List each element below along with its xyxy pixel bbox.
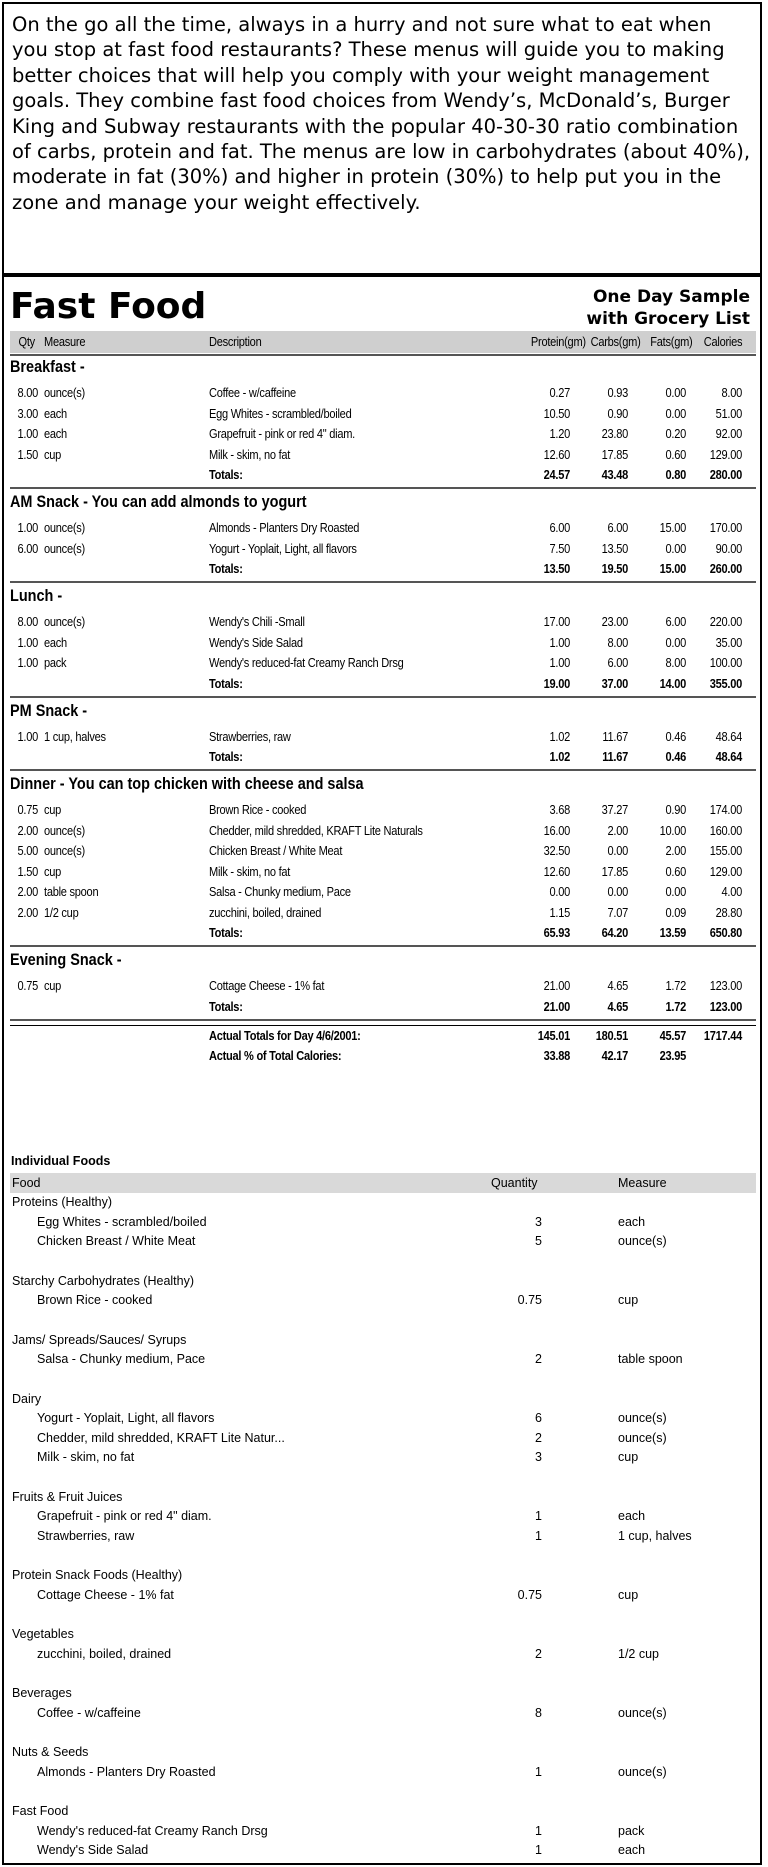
cell-measure: cup [44, 446, 62, 462]
cell-calories: 155.00 [709, 843, 742, 858]
column-header-qty: Qty [18, 334, 35, 349]
totals-calories: 280.00 [709, 467, 742, 482]
food-item-measure: cup [618, 1450, 639, 1464]
cell-protein: 1.15 [549, 904, 570, 920]
cell-measure: pack [44, 655, 67, 670]
totals-label: Totals: [209, 925, 243, 940]
cell-carbs: 0.90 [607, 405, 628, 421]
cell-calories: 51.00 [715, 405, 742, 421]
cell-protein: 17.00 [543, 614, 570, 629]
actual-pct-fats: 23.95 [659, 1047, 686, 1063]
food-item-name: Chicken Breast / White Meat [37, 1234, 196, 1248]
cell-measure: cup [44, 802, 62, 817]
cell-fats: 15.00 [659, 520, 686, 535]
cell-calories: 170.00 [709, 520, 742, 535]
cell-carbs: 2.00 [607, 822, 628, 838]
totals-fats: 15.00 [659, 561, 686, 576]
cell-calories: 129.00 [709, 863, 742, 879]
actual-totals-carbs: 180.51 [595, 1027, 628, 1043]
cell-measure: ounce(s) [44, 843, 85, 858]
cell-fats: 0.46 [665, 728, 686, 744]
cell-protein: 1.00 [549, 655, 570, 670]
cell-qty: 8.00 [17, 614, 38, 629]
food-item-quantity: 1 [535, 1764, 542, 1779]
cell-measure: ounce(s) [44, 614, 85, 629]
section-rule [10, 581, 756, 583]
food-item-name: Egg Whites - scrambled/boiled [37, 1214, 207, 1229]
food-item-quantity: 2 [535, 1430, 542, 1445]
cell-measure: 1/2 cup [44, 904, 79, 920]
cell-protein: 3.68 [549, 802, 570, 817]
cell-calories: 174.00 [709, 802, 742, 817]
food-item-measure: ounce(s) [618, 1234, 667, 1248]
cell-calories: 35.00 [715, 634, 742, 650]
cell-carbs: 4.65 [607, 978, 628, 993]
individual-col-food: Food [12, 1176, 41, 1190]
cell-carbs: 6.00 [607, 655, 628, 670]
food-item-name: zucchini, boiled, drained [37, 1646, 172, 1661]
totals-label: Totals: [209, 467, 243, 482]
subtitle-line-2: with Grocery List [586, 309, 750, 329]
cell-qty: 1.00 [17, 728, 38, 744]
cell-measure: each [44, 405, 67, 421]
food-item-quantity: 0.75 [517, 1587, 542, 1602]
food-item-measure: each [618, 1843, 646, 1857]
cell-qty: 0.75 [17, 802, 38, 817]
cell-protein: 10.50 [543, 405, 570, 421]
cell-protein: 0.27 [549, 385, 570, 400]
cell-carbs: 0.93 [607, 385, 628, 400]
cell-carbs: 23.80 [601, 426, 628, 441]
food-item-quantity: 2 [535, 1352, 542, 1366]
cell-fats: 0.00 [665, 634, 686, 650]
cell-protein: 16.00 [543, 822, 570, 838]
cell-carbs: 37.27 [601, 802, 628, 817]
cell-fats: 0.09 [665, 904, 686, 920]
cell-measure: 1 cup, halves [44, 728, 106, 744]
cell-qty: 1.00 [17, 634, 38, 650]
totals-protein: 13.50 [543, 561, 570, 576]
cell-description: Milk - skim, no fat [209, 863, 291, 879]
cell-carbs: 11.67 [602, 728, 628, 744]
cell-carbs: 23.00 [601, 614, 628, 629]
header-rule [10, 354, 756, 356]
actual-totals-fats: 45.57 [659, 1027, 686, 1043]
food-category: Jams/ Spreads/Sauces/ Syrups [12, 1332, 187, 1347]
totals-fats: 13.59 [659, 925, 686, 940]
cell-carbs: 0.00 [607, 843, 628, 858]
page-title: Fast Food [10, 286, 207, 327]
food-item-quantity: 1 [535, 1843, 542, 1857]
totals-fats: 0.80 [665, 467, 686, 482]
totals-label: Totals: [209, 561, 243, 576]
food-category: Vegetables [12, 1627, 74, 1641]
cell-description: Milk - skim, no fat [209, 446, 291, 462]
actual-totals-protein: 145.01 [537, 1027, 570, 1043]
food-category: Proteins (Healthy) [12, 1195, 113, 1209]
totals-fats: 0.46 [665, 749, 686, 764]
cell-protein: 7.50 [549, 540, 570, 556]
food-item-measure: pack [618, 1823, 645, 1838]
cell-carbs: 8.00 [607, 634, 628, 650]
food-item-name: Salsa - Chunky medium, Pace [37, 1352, 206, 1366]
cell-fats: 1.72 [665, 978, 686, 993]
food-item-quantity: 2 [535, 1646, 542, 1661]
food-category: Fruits & Fruit Juices [12, 1489, 123, 1504]
food-item-name: Strawberries, raw [37, 1528, 135, 1543]
totals-label: Totals: [209, 998, 243, 1014]
food-item-measure: table spoon [618, 1352, 683, 1366]
totals-label: Totals: [209, 749, 243, 764]
food-item-quantity: 3 [535, 1450, 542, 1464]
intro-box [2, 2, 762, 275]
actual-totals-label: Actual Totals for Day 4/6/2001: [209, 1027, 361, 1043]
cell-carbs: 17.85 [601, 863, 628, 879]
cell-description: Wendy's reduced-fat Creamy Ranch Drsg [209, 655, 404, 670]
cell-description: Coffee - w/caffeine [209, 385, 296, 400]
food-item-quantity: 3 [535, 1214, 542, 1229]
food-item-measure: ounce(s) [618, 1430, 667, 1445]
food-item-measure: each [618, 1214, 646, 1229]
cell-description: Chedder, mild shredded, KRAFT Lite Naturals [209, 822, 423, 838]
section-title: AM Snack - You can add almonds to yogurt [10, 492, 307, 511]
cell-carbs: 17.85 [601, 446, 628, 462]
food-item-measure: ounce(s) [618, 1764, 667, 1779]
cell-description: Grapefruit - pink or red 4" diam. [209, 426, 355, 441]
cell-fats: 8.00 [665, 655, 686, 670]
individual-foods-heading: Individual Foods [11, 1154, 111, 1168]
column-header-description: Description [209, 334, 262, 349]
totals-protein: 19.00 [543, 675, 570, 691]
totals-carbs: 4.65 [607, 998, 628, 1014]
cell-qty: 8.00 [17, 385, 38, 400]
cell-qty: 2.00 [17, 904, 38, 920]
cell-description: Cottage Cheese - 1% fat [209, 978, 325, 993]
food-category: Starchy Carbohydrates (Healthy) [12, 1273, 195, 1288]
individual-col-quantity: Quantity [491, 1176, 538, 1190]
column-header-protein: Protein(gm) [530, 334, 586, 349]
totals-label: Totals: [209, 675, 243, 691]
food-item-name: Almonds - Planters Dry Roasted [37, 1764, 216, 1779]
totals-carbs: 64.20 [601, 925, 628, 940]
food-category: Nuts & Seeds [12, 1745, 89, 1759]
food-item-name: Milk - skim, no fat [37, 1450, 135, 1464]
cell-carbs: 6.00 [607, 520, 628, 535]
food-item-name: Coffee - w/caffeine [37, 1705, 141, 1720]
food-item-name: Grapefruit - pink or red 4" diam. [37, 1509, 212, 1523]
cell-description: Egg Whites - scrambled/boiled [209, 405, 352, 421]
column-header-calories: Calories [703, 334, 743, 349]
totals-protein: 1.02 [549, 749, 570, 764]
cell-fats: 0.90 [665, 802, 686, 817]
section-rule [10, 696, 756, 698]
cell-fats: 2.00 [665, 843, 686, 858]
food-item-measure: cup [618, 1293, 639, 1307]
cell-qty: 3.00 [17, 405, 38, 421]
cell-fats: 0.00 [665, 405, 686, 421]
cell-fats: 0.00 [665, 540, 686, 556]
totals-protein: 24.57 [543, 467, 570, 482]
totals-carbs: 37.00 [601, 675, 628, 691]
cell-measure: ounce(s) [44, 822, 85, 838]
cell-description: zucchini, boiled, drained [209, 904, 322, 920]
totals-calories: 355.00 [709, 675, 742, 691]
cell-calories: 48.64 [715, 728, 742, 744]
cell-carbs: 7.07 [607, 904, 628, 920]
food-item-measure: cup [618, 1587, 639, 1602]
cell-qty: 0.75 [17, 978, 38, 993]
food-item-name: Wendy's reduced-fat Creamy Ranch Drsg [37, 1823, 268, 1838]
cell-measure: each [44, 634, 67, 650]
cell-fats: 0.00 [665, 385, 686, 400]
cell-qty: 6.00 [17, 540, 38, 556]
section-title: PM Snack - [10, 700, 88, 720]
cell-measure: ounce(s) [44, 520, 85, 535]
section-rule [10, 487, 756, 489]
food-item-quantity: 0.75 [517, 1293, 542, 1307]
cell-calories: 90.00 [715, 540, 742, 556]
food-item-quantity: 1 [535, 1823, 542, 1838]
cell-description: Brown Rice - cooked [209, 802, 307, 817]
cell-carbs: 13.50 [601, 540, 628, 556]
cell-protein: 1.02 [549, 728, 570, 744]
cell-calories: 220.00 [709, 614, 742, 629]
cell-fats: 0.00 [665, 884, 686, 899]
section-rule [10, 1019, 756, 1021]
cell-fats: 6.00 [665, 614, 686, 629]
cell-qty: 1.50 [17, 446, 38, 462]
totals-calories: 260.00 [709, 561, 742, 576]
food-category: Beverages [12, 1686, 72, 1700]
food-item-measure: each [618, 1509, 646, 1523]
food-item-name: Chedder, mild shredded, KRAFT Lite Natur... [37, 1430, 285, 1445]
cell-protein: 21.00 [543, 978, 570, 993]
cell-protein: 12.60 [543, 863, 570, 879]
column-header-carbs: Carbs(gm) [590, 334, 641, 349]
food-item-measure: ounce(s) [618, 1705, 667, 1720]
food-item-measure: ounce(s) [618, 1411, 667, 1425]
cell-fats: 0.60 [665, 446, 686, 462]
food-category: Fast Food [12, 1804, 69, 1818]
menu-document [2, 275, 762, 1865]
column-header-measure: Measure [44, 334, 86, 349]
totals-fats: 1.72 [665, 998, 686, 1014]
cell-protein: 1.20 [549, 426, 570, 441]
food-item-name: Yogurt - Yoplait, Light, all flavors [37, 1411, 215, 1425]
cell-description: Wendy's Side Salad [209, 634, 303, 650]
food-category: Protein Snack Foods (Healthy) [12, 1568, 183, 1582]
cell-description: Almonds - Planters Dry Roasted [209, 520, 360, 535]
cell-carbs: 0.00 [607, 884, 628, 899]
cell-measure: table spoon [44, 884, 99, 899]
food-item-quantity: 8 [535, 1705, 542, 1720]
section-title: Dinner - You can top chicken with cheese and salsa [10, 774, 364, 793]
cell-calories: 160.00 [709, 822, 742, 838]
cell-qty: 1.50 [17, 863, 38, 879]
totals-carbs: 11.67 [602, 749, 628, 764]
food-item-name: Brown Rice - cooked [37, 1293, 153, 1307]
section-title: Evening Snack - [10, 950, 122, 969]
cell-calories: 100.00 [709, 655, 742, 670]
cell-fats: 0.20 [665, 426, 686, 441]
food-item-quantity: 1 [535, 1509, 542, 1523]
cell-calories: 92.00 [715, 426, 742, 441]
cell-calories: 8.00 [721, 385, 742, 400]
cell-calories: 28.80 [715, 904, 742, 920]
totals-carbs: 19.50 [601, 561, 628, 576]
cell-measure: ounce(s) [44, 385, 85, 400]
cell-description: Chicken Breast / White Meat [209, 843, 343, 858]
section-title: Breakfast - [10, 357, 85, 376]
actual-pct-carbs: 42.17 [601, 1047, 628, 1063]
food-item-name: Cottage Cheese - 1% fat [37, 1587, 174, 1602]
totals-carbs: 43.48 [601, 467, 628, 482]
cell-qty: 1.00 [17, 520, 38, 535]
totals-calories: 123.00 [709, 998, 742, 1014]
totals-calories: 650.80 [709, 925, 742, 940]
intro-text: On the go all the time, always in a hurry and not sure what to eat when you stop at fast food restaurants? These menus will guide you to making better choices that will help you comply with your weight management goals. They combine fast food choices from Wendy’s, McDonald’s, Burger King and Subway restaurants with the popular 40-30-30 ratio combination of carbs, protein and fat. The menus are low in carbohydrates (about 40%), moderate in fat (30%) and higher in protein (30%) to help put you in the zone and manage your weight effectively. [12, 13, 751, 214]
cell-measure: ounce(s) [44, 540, 85, 556]
food-item-measure: 1 cup, halves [618, 1528, 692, 1543]
food-item-quantity: 6 [535, 1411, 542, 1425]
cell-qty: 2.00 [17, 822, 38, 838]
totals-protein: 21.00 [543, 998, 570, 1014]
cell-protein: 32.50 [543, 843, 570, 858]
totals-fats: 14.00 [659, 675, 686, 691]
actual-pct-label: Actual % of Total Calories: [209, 1047, 342, 1063]
cell-measure: cup [44, 978, 62, 993]
actual-pct-protein: 33.88 [543, 1047, 570, 1063]
cell-description: Salsa - Chunky medium, Pace [209, 884, 351, 899]
cell-description: Strawberries, raw [209, 728, 291, 744]
food-category: Dairy [12, 1391, 42, 1406]
actual-totals-calories: 1717.44 [703, 1027, 742, 1043]
column-header-fats: Fats(gm) [650, 334, 693, 349]
cell-fats: 10.00 [659, 822, 686, 838]
cell-measure: each [44, 426, 67, 441]
section-rule [10, 769, 756, 771]
cell-qty: 1.00 [17, 655, 38, 670]
cell-calories: 129.00 [709, 446, 742, 462]
section-rule [10, 945, 756, 947]
cell-qty: 5.00 [17, 843, 38, 858]
actual-rule [10, 1025, 756, 1026]
cell-protein: 6.00 [549, 520, 570, 535]
subtitle-line-1: One Day Sample [592, 287, 750, 307]
cell-protein: 1.00 [549, 634, 570, 650]
cell-protein: 0.00 [549, 884, 570, 899]
totals-protein: 65.93 [543, 925, 570, 940]
cell-description: Yogurt - Yoplait, Light, all flavors [209, 540, 357, 556]
cell-qty: 1.00 [17, 426, 38, 441]
cell-measure: cup [44, 863, 62, 879]
food-item-measure: 1/2 cup [618, 1646, 660, 1661]
food-item-quantity: 1 [535, 1528, 542, 1543]
page-subtitle [586, 286, 750, 330]
cell-qty: 2.00 [17, 884, 38, 899]
cell-fats: 0.60 [665, 863, 686, 879]
cell-protein: 12.60 [543, 446, 570, 462]
totals-calories: 48.64 [715, 749, 742, 764]
individual-col-measure: Measure [618, 1176, 667, 1190]
cell-calories: 4.00 [721, 884, 742, 899]
cell-description: Wendy's Chili -Small [209, 614, 305, 629]
food-item-name: Wendy's Side Salad [37, 1843, 149, 1857]
food-item-quantity: 5 [535, 1234, 542, 1248]
cell-calories: 123.00 [709, 978, 742, 993]
section-title: Lunch - [10, 586, 63, 605]
